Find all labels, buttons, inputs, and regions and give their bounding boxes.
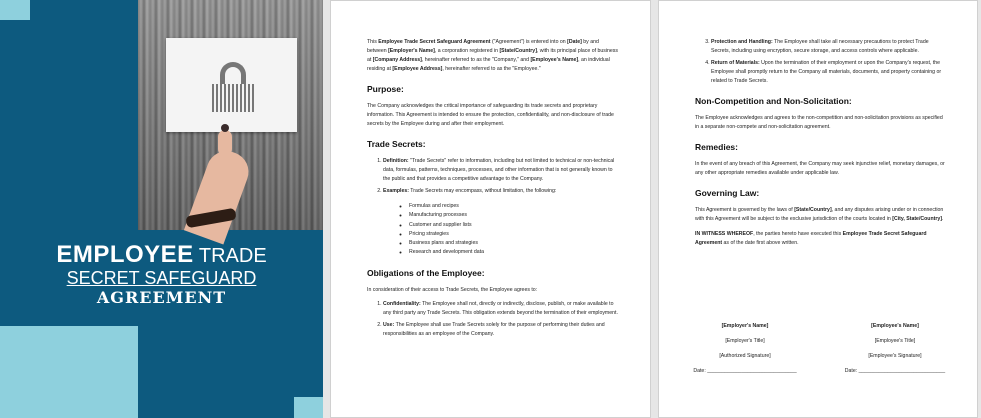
text-run: [Employee's Name] (530, 57, 579, 63)
employer-signature: [Authorized Signature] (719, 353, 771, 359)
employee-signature-block (825, 319, 965, 379)
witness-paragraph (695, 230, 945, 248)
text-run: , the parties hereto have executed this (753, 231, 843, 237)
cover-accent-bottom-right (294, 397, 323, 418)
text-run: This (367, 39, 379, 45)
text-run: , hereinafter referred to as the "Company," and (421, 57, 531, 63)
cover-title-line1: EMPLOYEE TRADE (56, 241, 267, 268)
obligations-intro: In consideration of their access to Trade Secrets, the Employee agrees to: (367, 286, 538, 293)
list-item: ◦ Business plans and strategies (409, 239, 618, 248)
list-item: 4. Return of Materials: Upon the termination of their employment or upon the Company's request, the Employee shall promptly return to the Company all materials, documents, and property containing or related to Trade Secrets. (711, 59, 945, 86)
text-run: as of the date first above written. (722, 240, 799, 246)
list-item: ◦ Manufacturing processes (409, 211, 618, 220)
obligations-list-continued (695, 38, 945, 86)
trade-secrets-list (367, 157, 618, 258)
remedies-heading: Remedies: (695, 142, 738, 152)
text-run: , hereinafter referred to as the "Employee." (442, 66, 541, 72)
text-run: . (942, 216, 944, 222)
text-run: [State/Country] (499, 48, 537, 54)
obligations-heading: Obligations of the Employee: (367, 267, 485, 278)
employer-name: [Employer's Name] (721, 323, 769, 329)
employee-signature: [Employee's Signature] (868, 353, 922, 359)
cover-photo (138, 0, 323, 230)
employer-title: [Employer's Title] (725, 338, 765, 344)
purpose-paragraph: The Company acknowledges the critical importance of safeguarding its trade secrets and proprietary information. This Agreement is intended to ensure the protection, confidentiality, and non-disclosure of trade secrets by the Employee during and after their employment. (367, 103, 614, 127)
non-competition-heading: Non-Competition and Non-Solicitation: (695, 96, 852, 106)
employer-signature-block (675, 319, 815, 379)
lock-card (166, 38, 297, 132)
text-run: [Date] (567, 39, 582, 45)
employee-title: [Employee's Title] (874, 338, 916, 344)
text-run: [State/Country] (794, 207, 832, 213)
list-item: ◦ Customer and supplier lists (409, 221, 618, 230)
list-item: ◦ Formulas and recipes (409, 202, 618, 211)
governing-law-heading: Governing Law: (695, 188, 760, 198)
employee-date: Date: ______________________________ (844, 368, 946, 374)
cover-title-line3: AGREEMENT (96, 288, 227, 307)
hand-image (192, 130, 252, 230)
cover-title-line2: SECRET SAFEGUARD (66, 268, 257, 288)
trade-secrets-heading: Trade Secrets: (367, 139, 426, 149)
list-item: 2. Examples: Trade Secrets may encompass, without limitation, the following: ◦ Formulas and recipes ◦ Manufacturing processes ◦ Customer and supplier lists ◦ Pricing strategies ◦ Business plans and strategies ◦ Research and development data (383, 187, 618, 258)
text-run: This Agreement is governed by the laws of (695, 207, 795, 213)
text-run: , a corporation registered in (434, 48, 500, 54)
cover-page (0, 0, 323, 418)
cover-accent-bottom-left (0, 326, 138, 418)
list-item: 1. Confidentiality: The Employee shall not, directly or indirectly, disclose, publish, or make available to any third party any Trade Secrets. This obligation extends beyond the termination of their employment. (383, 300, 618, 318)
document-page-2 (658, 0, 978, 418)
text-run: [Employer's Name] (388, 48, 435, 54)
examples-list (383, 202, 618, 258)
list-item: 1. Definition: "Trade Secrets" refer to information, including but not limited to technical or non-technical data, formulas, patterns, techniques, processes, and other information that is not generally known to the public and that provides a competitive advantage to the Company. (383, 157, 618, 184)
text-run: [Employee Address] (392, 66, 443, 72)
non-competition-paragraph: The Employee acknowledges and agrees to the non-competition and non-solicitation provisions as specified in a separate non-compete and non-solicitation agreement. (695, 115, 943, 130)
document-page-1 (330, 0, 651, 418)
list-item: 3. Protection and Handling: The Employee shall take all necessary precautions to protect Trade Secrets, including using encryption, secure storage, and access controls where applicable. (711, 38, 945, 56)
employee-name: [Employee's Name] (871, 323, 919, 329)
text-run: , with its principal place of business at (367, 48, 618, 63)
text-run: Employee Trade Secret Safeguard Agreement (695, 231, 927, 246)
text-run: ("Agreement") is entered into on (490, 39, 568, 45)
intro-paragraph (367, 38, 618, 74)
text-run: , an individual residing at (367, 57, 610, 72)
remedies-paragraph: In the event of any breach of this Agreement, the Company may seek injunctive relief, monetary damages, or any other appropriate remedies available under applicable law. (695, 161, 945, 176)
text-run: , and any disputes arising under or in connection with this Agreement will be subject to the exclusive jurisdiction of the courts located in (695, 207, 944, 222)
list-item: 2. Use: The Employee shall use Trade Secrets solely for the purpose of performing their duties and responsibilities as an employee of the Company. (383, 321, 618, 339)
obligations-list (367, 300, 618, 339)
text-run: [City, State/Country] (892, 216, 942, 222)
lock-body (212, 84, 254, 112)
text-run: Employee Trade Secret Safeguard Agreement (378, 39, 491, 45)
text-run: by and between (367, 39, 599, 54)
list-item: ◦ Research and development data (409, 248, 618, 257)
employer-date: Date: _______________________________ (693, 368, 797, 374)
text-run: IN WITNESS WHEREOF (695, 231, 754, 237)
text-run: [Company Address] (372, 57, 422, 63)
list-item: ◦ Pricing strategies (409, 230, 618, 239)
purpose-heading: Purpose: (367, 84, 404, 94)
governing-law-paragraph (695, 206, 945, 224)
cover-accent-top (0, 0, 30, 20)
